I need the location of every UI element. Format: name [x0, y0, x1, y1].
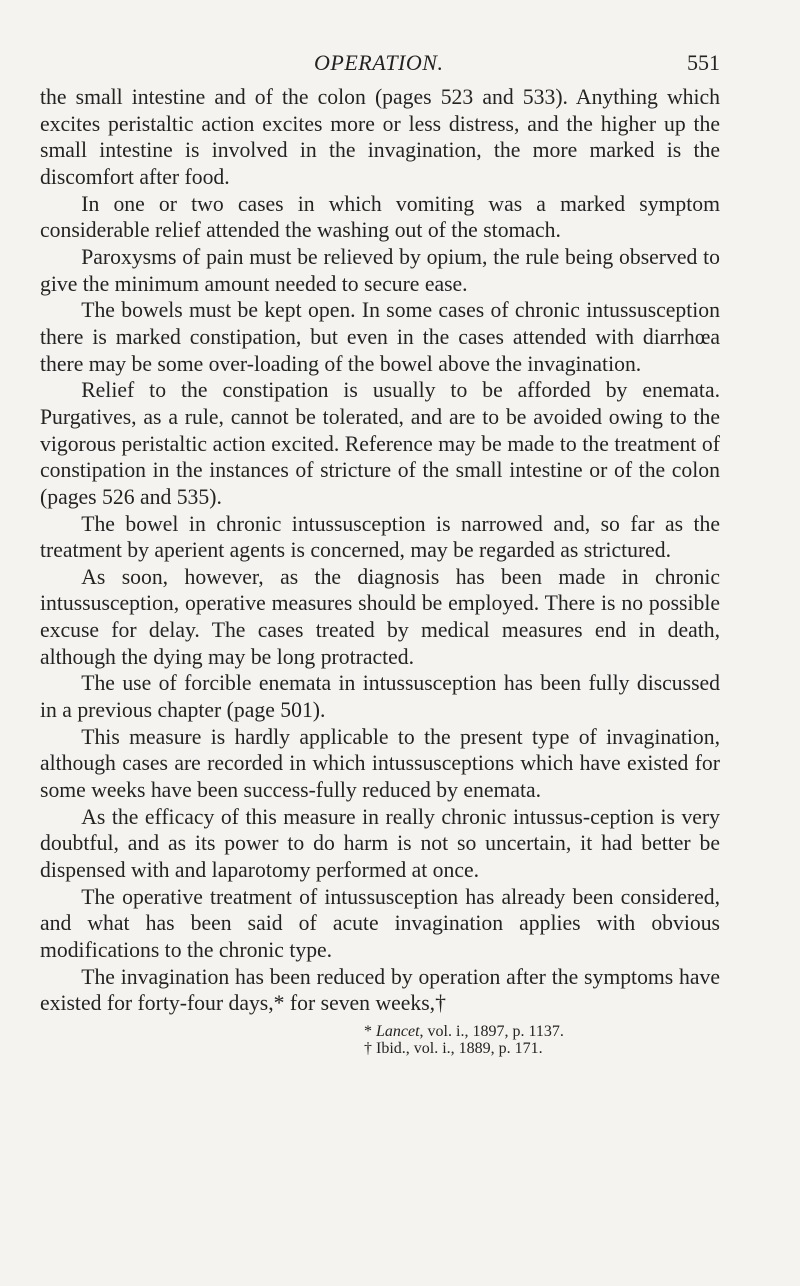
paragraph: As the efficacy of this measure in really chronic intussus-ception is very doubtful, and as its power to do harm is not so uncertain, it had better be dispensed with and laparotomy performed at once.	[40, 804, 720, 883]
footnote	[40, 1023, 720, 1040]
running-head	[40, 48, 720, 84]
paragraph: The bowels must be kept open. In some cases of chronic intussusception there is marked constipation, but even in the cases attended with diarrhœa there may be some over-loading of the bowel above the invagination.	[40, 298, 720, 376]
footnote-mark: †	[364, 1039, 376, 1057]
paragraph: the small intestine and of the colon (pages 523 and 533). Anything which excites peristaltic action excites more or less distress, and the higher up the small intestine is involved in the invagination, the more marked is the discomfort after food.	[40, 85, 720, 189]
paragraph: Paroxysms of pain must be relieved by opium, the rule being observed to give the minimum amount needed to secure ease.	[40, 244, 720, 296]
paragraph: The bowel in chronic intussusception is narrowed and, so far as the treatment by aperient agents is concerned, may be regarded as strictured.	[40, 511, 720, 563]
footnote-mark: *	[364, 1022, 376, 1040]
paragraph: The use of forcible enemata in intussusception has been fully discussed in a previous chapter (page 501).	[40, 671, 720, 723]
footnote-text: , vol. i., 1897, p. 1137.	[419, 1022, 564, 1040]
footnote-source: Lancet	[376, 1022, 420, 1040]
paragraph: The invagination has been reduced by operation after the symptoms have existed for forty-four days,* for seven weeks,†	[40, 964, 720, 1016]
body-text	[40, 84, 720, 1017]
paragraph: Relief to the constipation is usually to be afforded by enemata. Purgatives, as a rule, cannot be tolerated, and are to be avoided owing to the vigorous peristaltic action excited. Reference may be made to the treatment of constipation in the instances of stricture of the small intestine or of the colon (pages 526 and 535).	[40, 378, 720, 509]
paragraph: The operative treatment of intussusception has already been considered, and what has been said of acute invagination applies with obvious modifications to the chronic type.	[40, 884, 720, 962]
footnote	[40, 1040, 720, 1057]
paragraph: This measure is hardly applicable to the present type of invagination, although cases are recorded in which intussusceptions which have existed for some weeks have been success-fully reduced by enemata.	[40, 724, 720, 803]
running-title: OPERATION.	[314, 50, 444, 75]
paragraph: As soon, however, as the diagnosis has been made in chronic intussusception, operative measures should be employed. There is no possible excuse for delay. The cases treated by medical measures end in death, although the dying may be long protracted.	[40, 564, 720, 669]
page-number: 551	[687, 50, 720, 75]
footnotes	[40, 1023, 720, 1057]
paragraph: In one or two cases in which vomiting was a marked symptom considerable relief attended the washing out of the stomach.	[40, 191, 720, 243]
footnote-text: Ibid., vol. i., 1889, p. 171.	[376, 1039, 543, 1057]
